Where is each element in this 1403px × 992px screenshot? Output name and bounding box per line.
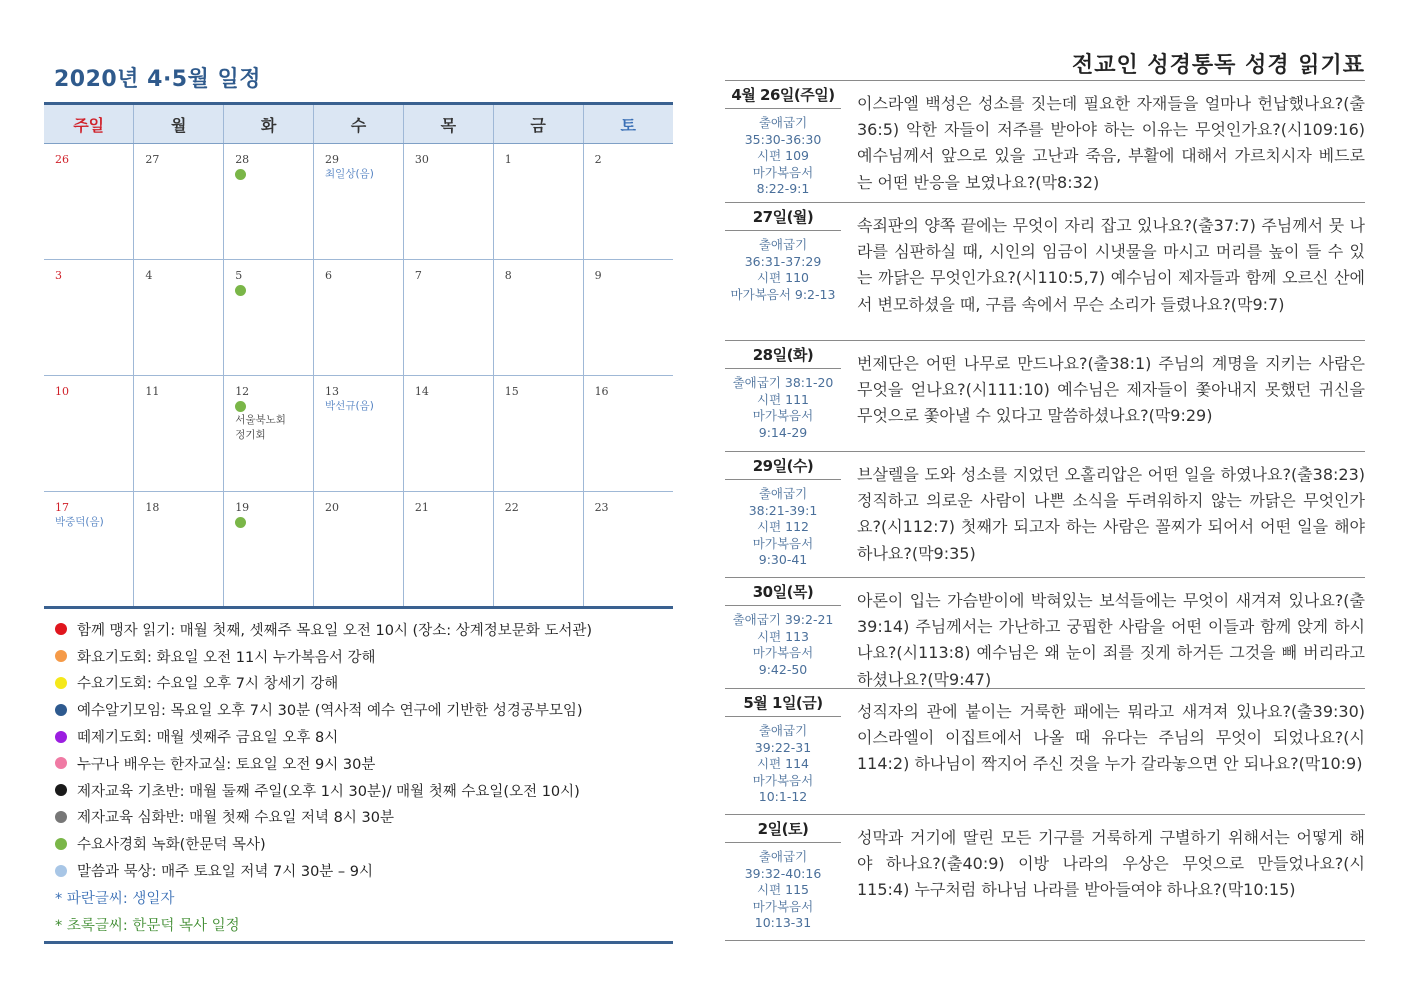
day-number: 8 xyxy=(504,269,512,282)
reading-entry-left-column xyxy=(725,578,841,688)
legend-dot-icon xyxy=(55,811,67,823)
verse-line: 시편 112 xyxy=(757,519,809,534)
weekday-header: 월 xyxy=(134,104,224,144)
green-event-dot-icon xyxy=(235,401,246,412)
verse-line: 시편 113 xyxy=(757,628,809,644)
legend-dot-icon xyxy=(55,838,67,850)
day-note: 박중덕(음) xyxy=(55,516,104,528)
weekday-header: 목 xyxy=(403,104,493,144)
calendar-day-cell xyxy=(583,144,673,260)
reading-verses xyxy=(725,606,841,678)
calendar-day-cell xyxy=(403,260,493,376)
reading-verses xyxy=(725,843,841,932)
calendar-day-cell xyxy=(493,260,583,376)
day-number: 5 xyxy=(235,269,243,282)
calendar-day-cell xyxy=(493,376,583,492)
reading-plan-title: 전교인 성경통독 성경 읽기표 xyxy=(1071,53,1365,78)
legend-item xyxy=(44,804,673,831)
reading-questions: 성막과 거기에 딸린 모든 기구를 거룩하게 구별하기 위해서는 어떻게 해야 하나요?(출40:9) 이방 나라의 우상은 무엇으로 만들었나요?(시115:4) 누구처럼 하나님 나라를 받아들여야 하나요?(막10:15) xyxy=(857,828,1365,900)
calendar-day-cell xyxy=(403,492,493,608)
day-number: 27 xyxy=(145,153,160,166)
reading-date: 29일(수) xyxy=(725,452,841,480)
reading-entry-left-column xyxy=(725,452,841,577)
calendar-day-cell xyxy=(134,492,224,608)
calendar-day-cell xyxy=(583,376,673,492)
verse-line: 8:22-9:1 xyxy=(756,181,810,196)
weekday-header: 화 xyxy=(224,104,314,144)
reading-date: 27일(월) xyxy=(725,203,841,231)
legend-note: * 파란글씨: 생일자 xyxy=(55,890,175,907)
reading-verses xyxy=(725,369,841,441)
legend-dot-icon xyxy=(55,757,67,769)
reading-entry-left-column xyxy=(725,815,841,940)
calendar-day-cell xyxy=(44,144,134,260)
verse-line: 35:30-36:30 xyxy=(744,131,822,147)
legend-item xyxy=(44,723,673,750)
legend-bottom-rule xyxy=(44,941,673,944)
verse-line: 36:31-37:29 xyxy=(744,253,822,269)
reading-questions: 속죄판의 양쪽 끝에는 무엇이 자리 잡고 있나요?(출37:7) 주님께서 뭇 나라를 심판하실 때, 시인의 임금이 시냇물을 마시고 머리를 높이 들 수 있는 까닭은 무엇인가요?(시110:5,7) 예수님이 제자들과 함께 오르신 산에서 변모하셨을 때, 구름 속에서 무슨 소리가 들렸나요?(막9:7) xyxy=(857,216,1365,314)
day-number: 9 xyxy=(594,269,602,282)
verse-line: 시편 110 xyxy=(757,270,809,285)
calendar-day-cell xyxy=(44,492,134,608)
reading-entry-left-column xyxy=(725,203,841,340)
verse-line: 10:13-31 xyxy=(754,915,812,930)
calendar-day-cell xyxy=(224,492,314,608)
reading-date: 28일(화) xyxy=(725,341,841,369)
legend-text: 누구나 배우는 한자교실: 토요일 오전 9시 30분 xyxy=(77,756,376,773)
legend-item xyxy=(44,670,673,697)
calendar-day-cell xyxy=(493,492,583,608)
day-number: 13 xyxy=(325,385,340,398)
calendar-day-cell xyxy=(403,144,493,260)
day-number: 22 xyxy=(504,501,519,514)
calendar-day-cell xyxy=(224,260,314,376)
calendar-day-cell xyxy=(44,260,134,376)
day-number: 4 xyxy=(145,269,153,282)
verse-line: 시편 115 xyxy=(757,882,809,897)
verse-line: 마가복음서 xyxy=(752,535,814,551)
day-number: 26 xyxy=(55,153,69,166)
verse-line: 9:30-41 xyxy=(758,552,808,567)
weekday-header: 토 xyxy=(583,104,673,144)
reading-date: 5월 1일(금) xyxy=(725,689,841,717)
reading-entry-left-column xyxy=(725,81,841,202)
reading-verses xyxy=(725,480,841,569)
legend-text: 수요기도회: 수요일 오후 7시 창세기 강해 xyxy=(77,676,339,693)
day-number: 1 xyxy=(504,153,512,166)
weekday-header-row xyxy=(44,104,673,144)
legend-note: * 초록글씨: 한문덕 목사 일정 xyxy=(55,917,240,934)
verse-line: 10:1-12 xyxy=(758,789,808,804)
legend-dot-icon xyxy=(55,623,67,635)
weekday-header: 주일 xyxy=(44,104,134,144)
day-number: 16 xyxy=(594,385,609,398)
calendar-grid xyxy=(44,102,673,609)
legend-item xyxy=(44,643,673,670)
calendar-day-cell xyxy=(314,144,404,260)
reading-entry xyxy=(725,81,1365,203)
calendar-day-cell xyxy=(583,260,673,376)
verse-line: 출애굽기 xyxy=(758,237,808,252)
reading-date: 4월 26일(주일) xyxy=(725,81,841,109)
calendar-day-cell xyxy=(224,376,314,492)
legend-text: 수요사경회 녹화(한문덕 목사) xyxy=(77,837,266,854)
verse-line: 출애굽기 xyxy=(758,723,808,738)
day-number: 20 xyxy=(325,501,340,514)
verse-line: 출애굽기 xyxy=(758,115,808,130)
day-number: 15 xyxy=(504,385,519,398)
schedule-legend xyxy=(44,616,673,938)
legend-item xyxy=(44,750,673,777)
calendar-week xyxy=(44,144,673,260)
day-number: 23 xyxy=(594,501,609,514)
reading-date: 30일(목) xyxy=(725,578,841,606)
calendar-body xyxy=(44,144,673,608)
reading-verses xyxy=(725,109,841,198)
day-note: 서울북노회 정기회 xyxy=(235,414,286,441)
reading-questions: 성직자의 관에 붙이는 거룩한 패에는 뭐라고 새겨져 있나요?(출39:30) 이스라엘이 이집트에서 나올 때 유다는 주님의 무엇이 되었나요?(시114:2) 하나님이 짝지어 주신 것을 누가 갈라놓으면 안 되나요?(막10:9) xyxy=(857,702,1365,774)
legend-dot-icon xyxy=(55,677,67,689)
legend-item xyxy=(44,857,673,884)
verse-line: 마가복음서 xyxy=(752,408,814,423)
day-number: 17 xyxy=(55,501,69,514)
reading-entry-left-column xyxy=(725,341,841,451)
reading-entry xyxy=(725,341,1365,452)
day-number: 6 xyxy=(325,269,333,282)
legend-text: 화요기도회: 화요일 오전 11시 누가복음서 강해 xyxy=(77,649,376,666)
day-number: 11 xyxy=(145,385,160,398)
legend-text: 예수알기모임: 목요일 오후 7시 30분 (역사적 예수 연구에 기반한 성경공부모임) xyxy=(77,703,583,720)
reading-verses xyxy=(725,717,841,806)
weekday-header: 금 xyxy=(493,104,583,144)
legend-text: 떼제기도회: 매월 셋째주 금요일 오후 8시 xyxy=(77,730,339,747)
verse-line: 출애굽기 xyxy=(758,486,808,501)
reading-entry-left-column xyxy=(725,689,841,814)
day-number: 19 xyxy=(235,501,250,514)
green-event-dot-icon xyxy=(235,517,246,528)
calendar-week xyxy=(44,260,673,376)
green-event-dot-icon xyxy=(235,285,246,296)
day-number: 28 xyxy=(235,153,250,166)
calendar-title: 2020년 4·5월 일정 xyxy=(54,67,262,92)
reading-entry xyxy=(725,452,1365,578)
calendar-week xyxy=(44,376,673,492)
verse-line: 마가복음서 xyxy=(752,164,814,180)
day-note: 박선규(음) xyxy=(325,400,374,412)
verse-line: 39:32-40:16 xyxy=(744,865,822,881)
calendar-day-cell xyxy=(314,492,404,608)
calendar-day-cell xyxy=(134,376,224,492)
verse-line: 출애굽기 39:2-21 xyxy=(732,612,834,627)
legend-dot-icon xyxy=(55,704,67,716)
reading-date: 2일(토) xyxy=(725,815,841,843)
reading-entry xyxy=(725,689,1365,815)
verse-line: 출애굽기 38:1-20 xyxy=(732,375,834,390)
calendar-day-cell xyxy=(403,376,493,492)
verse-line: 9:14-29 xyxy=(758,424,808,440)
day-number: 14 xyxy=(414,385,429,398)
legend-item xyxy=(44,830,673,857)
verse-line: 시편 111 xyxy=(757,391,809,407)
day-note: 최일상(음) xyxy=(325,168,374,180)
day-number: 10 xyxy=(55,385,69,398)
legend-item xyxy=(44,616,673,643)
calendar-day-cell xyxy=(583,492,673,608)
verse-line: 시편 114 xyxy=(757,756,809,771)
verse-line: 출애굽기 xyxy=(758,849,808,864)
day-number: 3 xyxy=(55,269,62,282)
reading-verses xyxy=(725,231,841,303)
reading-questions: 아론이 입는 가슴받이에 박혀있는 보석들에는 무엇이 새겨져 있나요?(출39:14) 주님께서는 가난하고 궁핍한 사람을 어떤 이들과 함께 앉게 하시나요?(시113:8) 예수님은 왜 눈이 죄를 짓게 하거든 그것을 빼 버리라고 하셨나요?(막9:47) xyxy=(857,591,1365,689)
legend-dot-icon xyxy=(55,650,67,662)
legend-item xyxy=(44,777,673,804)
day-number: 7 xyxy=(414,269,422,282)
calendar-day-cell xyxy=(224,144,314,260)
verse-line: 마가복음서 xyxy=(752,772,814,788)
day-number: 12 xyxy=(235,385,250,398)
calendar-day-cell xyxy=(314,260,404,376)
calendar-day-cell xyxy=(493,144,583,260)
legend-dot-icon xyxy=(55,865,67,877)
verse-line: 마가복음서 xyxy=(752,645,814,660)
verse-line: 9:42-50 xyxy=(758,661,808,677)
legend-text: 함께 맹자 읽기: 매월 첫째, 셋째주 목요일 오전 10시 (장소: 상계정보문화 도서관) xyxy=(77,622,593,639)
day-number: 18 xyxy=(145,501,160,514)
verse-line: 마가복음서 xyxy=(752,898,814,914)
reading-entry xyxy=(725,203,1365,341)
day-number: 29 xyxy=(325,153,340,166)
verse-line: 시편 109 xyxy=(757,148,809,163)
verse-line: 39:22-31 xyxy=(754,739,812,755)
day-number: 30 xyxy=(414,153,429,166)
calendar-day-cell xyxy=(314,376,404,492)
weekday-header: 수 xyxy=(314,104,404,144)
legend-item xyxy=(44,696,673,723)
legend-text: 제자교육 심화반: 매월 첫째 수요일 저녁 8시 30분 xyxy=(77,810,394,827)
green-event-dot-icon xyxy=(235,169,246,180)
calendar-day-cell xyxy=(134,144,224,260)
reading-entry xyxy=(725,815,1365,941)
reading-questions: 브살렐을 도와 성소를 지었던 오홀리압은 어떤 일을 하였나요?(출38:23) 정직하고 의로운 사람이 나쁜 소식을 두려워하지 않는 까닭은 무엇인가요?(시112:7) 첫째가 되고자 하는 사람은 꼴찌가 되어서 어떤 일을 해야 하나요?(막9:35) xyxy=(857,465,1365,563)
day-number: 21 xyxy=(414,501,429,514)
reading-entry xyxy=(725,578,1365,689)
calendar-week xyxy=(44,492,673,608)
day-number: 2 xyxy=(594,153,602,166)
legend-text: 말씀과 묵상: 매주 토요일 저녁 7시 30분 – 9시 xyxy=(77,864,374,881)
verse-line: 마가복음서 9:2-13 xyxy=(730,286,836,302)
legend-text: 제자교육 기초반: 매월 둘째 주일(오후 1시 30분)/ 매월 첫째 수요일(오전 10시) xyxy=(77,783,580,800)
verse-line: 38:21-39:1 xyxy=(748,502,818,518)
reading-questions: 이스라엘 백성은 성소를 짓는데 필요한 자재들을 얼마나 헌납했나요?(출36:5) 악한 자들이 저주를 받아야 하는 이유는 무엇인가요?(시109:16) 예수님께서 앞으로 있을 고난과 죽음, 부활에 대해서 가르치시자 베드로는 어떤 반응을 보였나요?(막8:32) xyxy=(857,94,1365,192)
calendar-day-cell xyxy=(44,376,134,492)
calendar-day-cell xyxy=(134,260,224,376)
legend-dot-icon xyxy=(55,784,67,796)
reading-questions: 번제단은 어떤 나무로 만드나요?(출38:1) 주님의 계명을 지키는 사람은 무엇을 얻나요?(시111:10) 예수님은 제자들이 쫓아내지 못했던 귀신을 무엇으로 쫓아낼 수 있다고 말씀하셨나요?(막9:29) xyxy=(857,354,1365,426)
legend-dot-icon xyxy=(55,731,67,743)
